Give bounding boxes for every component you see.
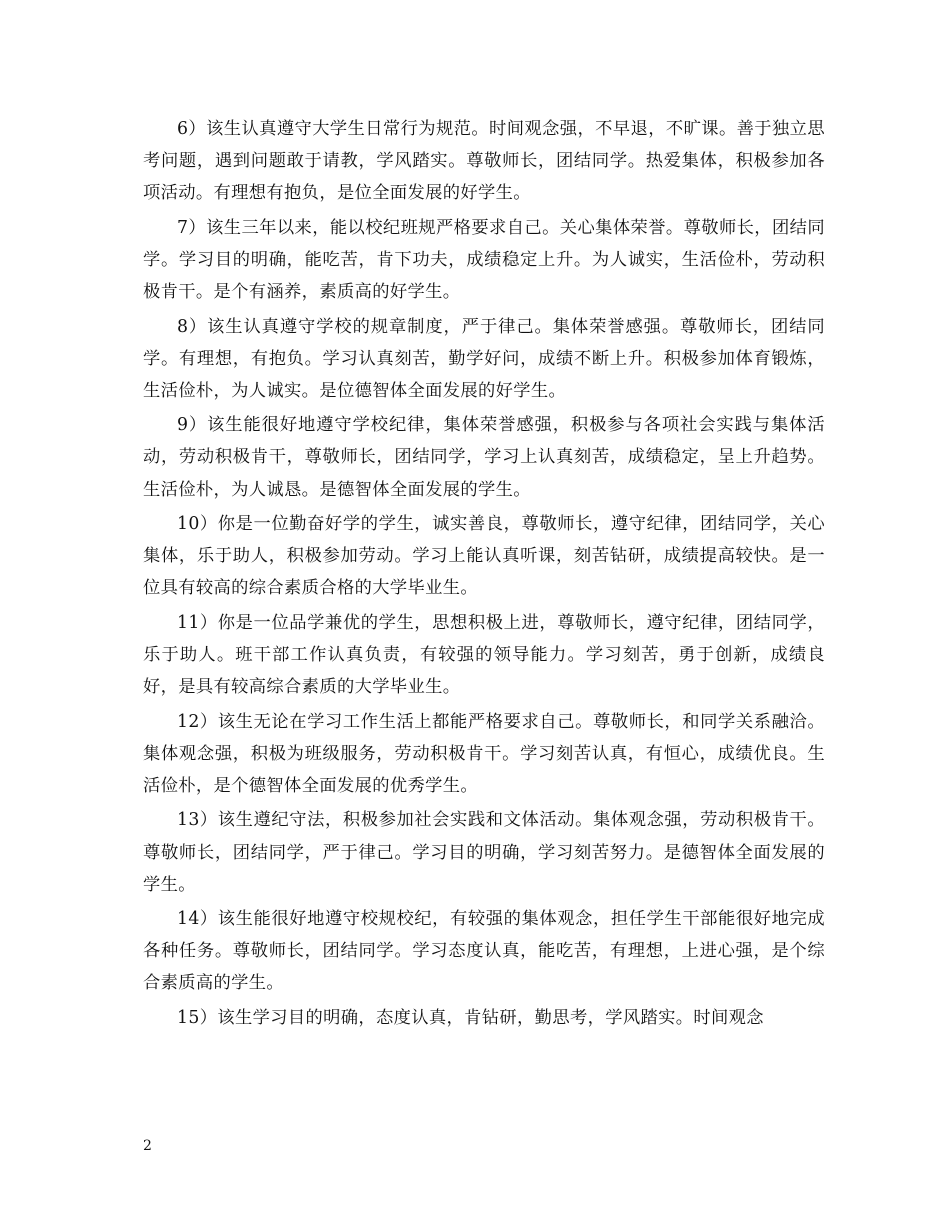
paragraph-9: 9）该生能很好地遵守学校纪律，集体荣誉感强，积极参与各项社会实践与集体活动，劳动积极肯干，尊敬师长，团结同学，学习上认真刻苦，成绩稳定，呈上升趋势。生活俭朴，为人诚恳。是德智体全面发展的学生。 (143, 415, 825, 500)
paragraph-13: 13）该生遵纪守法，积极参加社会实践和文体活动。集体观念强，劳动积极肯干。尊敬师长，团结同学，严于律己。学习目的明确，学习刻苦努力。是德智体全面发展的学生。 (143, 810, 825, 895)
paragraph-8: 8）该生认真遵守学校的规章制度，严于律己。集体荣誉感强。尊敬师长，团结同学。有理想，有抱负。学习认真刻苦，勤学好问，成绩不断上升。积极参加体育锻炼，生活俭朴，为人诚实。是位德智体全面发展的好学生。 (143, 316, 825, 401)
page-number: 2 (143, 1138, 152, 1154)
paragraph-7: 7）该生三年以来，能以校纪班规严格要求自己。关心集体荣誉。尊敬师长，团结同学。学习目的明确，能吃苦，肯下功夫，成绩稳定上升。为人诚实，生活俭朴，劳动积极肯干。是个有涵养，素质高的好学生。 (143, 217, 825, 302)
paragraph-6: 6）该生认真遵守大学生日常行为规范。时间观念强，不早退，不旷课。善于独立思考问题，遇到问题敢于请教，学风踏实。尊敬师长，团结同学。热爱集体，积极参加各项活动。有理想有抱负，是位全面发展的好学生。 (143, 119, 825, 204)
paragraph-12: 12）该生无论在学习工作生活上都能严格要求自己。尊敬师长，和同学关系融洽。集体观念强，积极为班级服务，劳动积极肯干。学习刻苦认真，有恒心，成绩优良。生活俭朴，是个德智体全面发展的优秀学生。 (143, 711, 825, 796)
paragraph-14: 14）该生能很好地遵守校规校纪，有较强的集体观念，担任学生干部能很好地完成各种任务。尊敬师长，团结同学。学习态度认真，能吃苦，有理想，上进心强，是个综合素质高的学生。 (143, 909, 825, 994)
paragraph-15: 15）该生学习目的明确，态度认真，肯钻研，勤思考，学风踏实。时间观念 (177, 1008, 764, 1029)
document-body (143, 113, 825, 1037)
paragraph-10: 10）你是一位勤奋好学的学生，诚实善良，尊敬师长，遵守纪律，团结同学，关心集体，乐于助人，积极参加劳动。学习上能认真听课，刻苦钻研，成绩提高较快。是一位具有较高的综合素质合格的大学毕业生。 (143, 514, 825, 599)
paragraph-11: 11）你是一位品学兼优的学生，思想积极上进，尊敬师长，遵守纪律，团结同学，乐于助人。班干部工作认真负责，有较强的领导能力。学习刻苦，勇于创新，成绩良好，是具有较高综合素质的大学毕业生。 (143, 612, 825, 698)
